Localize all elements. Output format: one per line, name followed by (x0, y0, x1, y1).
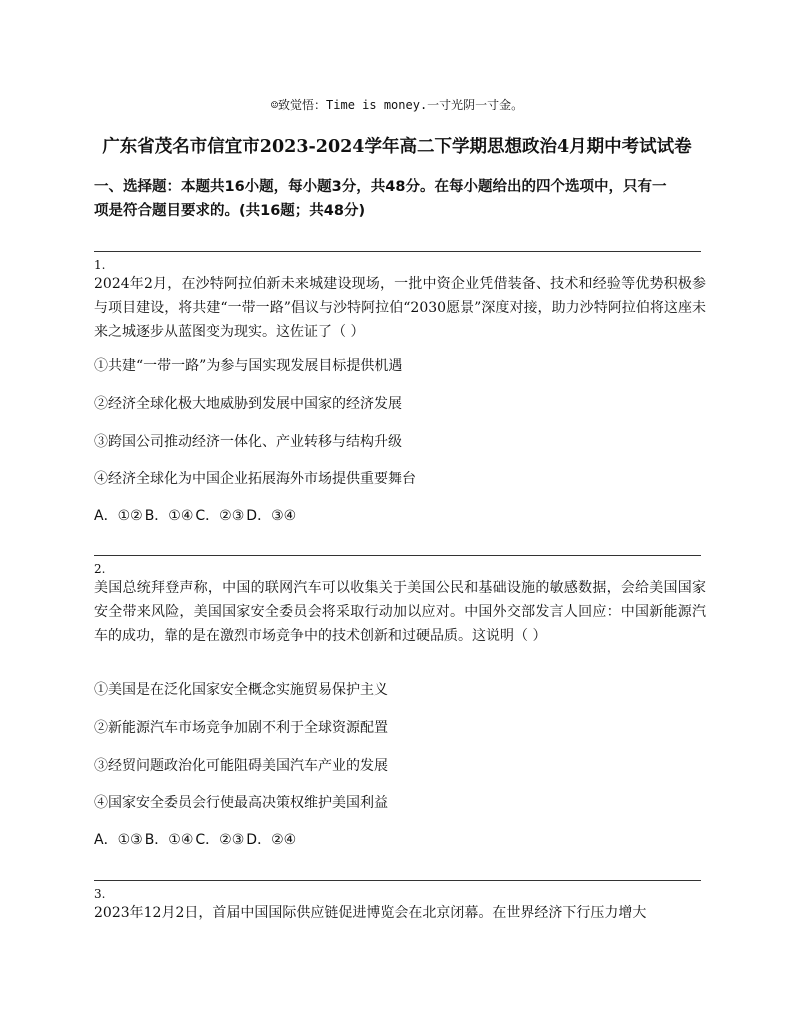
question-stem: 2024年2月，在沙特阿拉伯新未来城建设现场，一批中资企业凭借装备、技术和经验等优势积极参与项目建设，将共建“一带一路”倡议与沙特阿拉伯“2030愿景”深度对接，助力沙特阿拉伯将这座未来之城逐步从蓝图变为现实。这佐证了（ ） (94, 276, 706, 340)
answer-choice-a: A．①② (94, 508, 143, 524)
answer-choice-b: B．①④ (144, 508, 194, 524)
section-heading-line-2: 项是符合题目要求的。(共16题；共48分) (94, 203, 366, 219)
motto-header: ☺致觉悟：Time is money.一寸光阴一寸金。 (270, 98, 524, 112)
answer-choices (94, 506, 298, 526)
question-divider (94, 880, 701, 881)
section-heading-line-1: 一、选择题：本题共16小题，每小题3分，共48分。在每小题给出的四个选项中，只有一 (94, 179, 667, 195)
answer-choice-d: D．③④ (246, 508, 297, 524)
answer-choice-c: C．②③ (195, 832, 245, 848)
option-2: ②新能源汽车市场竞争加剧不利于全球资源配置 (94, 720, 388, 736)
question-1 (94, 253, 706, 533)
option-3: ③跨国公司推动经济一体化、产业转移与结构升级 (94, 434, 402, 450)
question-divider (94, 251, 701, 252)
answer-choice-c: C．②③ (195, 508, 245, 524)
answer-choices (94, 830, 298, 850)
question-3 (94, 882, 706, 932)
answer-choice-a: A．①③ (94, 832, 143, 848)
question-number: 1. (94, 258, 106, 272)
option-1: ①美国是在泛化国家安全概念实施贸易保护主义 (94, 682, 388, 698)
option-2: ②经济全球化极大地威胁到发展中国家的经济发展 (94, 396, 402, 412)
question-number: 3. (94, 887, 106, 901)
option-4: ④经济全球化为中国企业拓展海外市场提供重要舞台 (94, 471, 416, 487)
answer-choice-b: B．①④ (144, 832, 194, 848)
section-heading (94, 175, 704, 223)
question-stem: 2023年12月2日，首届中国国际供应链促进博览会在北京闭幕。在世界经济下行压力增大 (94, 905, 647, 921)
option-4: ④国家安全委员会行使最高决策权维护美国利益 (94, 795, 388, 811)
question-number: 2. (94, 562, 106, 576)
option-3: ③经贸问题政治化可能阻碍美国汽车产业的发展 (94, 758, 388, 774)
document-title: 广东省茂名市信宜市2023-2024学年高二下学期思想政治4月期中考试试卷 (102, 137, 692, 157)
question-divider (94, 555, 701, 556)
question-stem: 美国总统拜登声称，中国的联网汽车可以收集关于美国公民和基础设施的敏感数据，会给美国国家安全带来风险，美国国家安全委员会将采取行动加以应对。中国外交部发言人回应：中国新能源汽车的成功，靠的是在激烈市场竞争中的技术创新和过硬品质。这说明（ ） (94, 580, 706, 644)
option-1: ①共建“一带一路”为参与国实现发展目标提供机遇 (94, 358, 403, 374)
answer-choice-d: D．②④ (246, 832, 297, 848)
question-2 (94, 557, 706, 857)
